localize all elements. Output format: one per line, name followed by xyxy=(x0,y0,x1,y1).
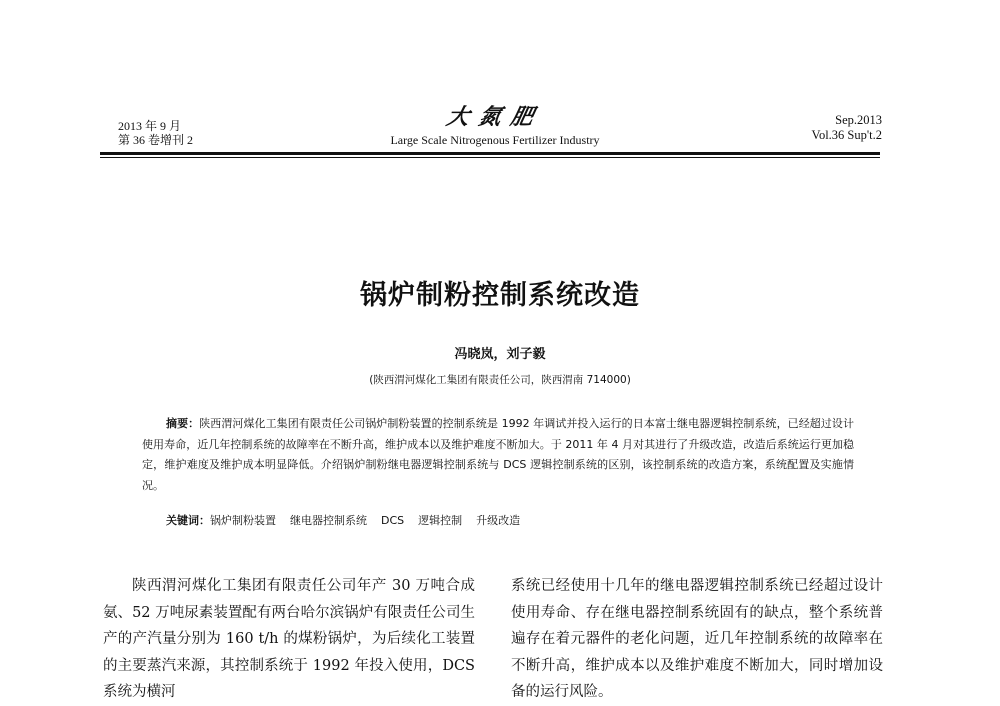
header-volume-en: Vol.36 Sup't.2 xyxy=(811,128,882,142)
keyword-item: DCS xyxy=(381,514,405,527)
abstract-text: 陕西渭河煤化工集团有限责任公司锅炉制粉装置的控制系统是 1992 年调试并投入运行的日本富士继电器逻辑控制系统，已经超过设计使用寿命，近几年控制系统的故障率在不断升高，维护成本以及维护难度不断加大。于 2011 年 4 月对其进行了升级改造，改造后系统运行更加稳定，维护难度及维护成本明显降低。介绍锅炉制粉继电器逻辑控制系统与 DCS 逻辑控制系统的区别，该控制系统的改造方案，系统配置及实施情况。 xyxy=(142,417,855,492)
keyword-item: 继电器控制系统 xyxy=(290,514,367,527)
body-column-right: 系统已经使用十几年的继电器逻辑控制系统已经超过设计使用寿命、存在继电器控制系统固有的缺点，整个系统普遍存在着元器件的老化问题，近几年控制系统的故障率在不断升高，维护成本以及维护难度不断加大，同时增加设备的运行风险。 xyxy=(511,578,883,701)
abstract-label: 摘要： xyxy=(166,417,200,430)
article-title: 锅炉制粉控制系统改造 xyxy=(360,280,640,311)
abstract xyxy=(142,414,854,496)
header-date-cn: 2013 年 9 月 xyxy=(118,119,182,133)
journal-logo: 大氮肥 xyxy=(444,104,546,130)
header-date-en: Sep.2013 xyxy=(835,113,882,127)
keyword-item: 逻辑控制 xyxy=(418,514,463,527)
header-issue-info-en xyxy=(812,113,882,143)
journal-name: Large Scale Nitrogenous Fertilizer Industry xyxy=(390,133,600,147)
header-rule-thick xyxy=(100,152,880,155)
article-authors: 冯晓岚，刘子毅 xyxy=(454,347,546,362)
keyword-item: 锅炉制粉装置 xyxy=(210,514,276,527)
keyword-item: 升级改造 xyxy=(476,514,521,527)
header-volume-cn: 第 36 卷增刊 2 xyxy=(118,133,194,147)
body-column-left: 陕西渭河煤化工集团有限责任公司年产 30 万吨合成氨、52 万吨尿素装置配有两台哈尔滨锅炉有限责任公司生产的产汽量分别为 160 t/h 的煤粉锅炉，为后续化工装置的主要蒸汽来源，其控制系统于 1992 年投入使用，DCS 系统为横河 xyxy=(103,578,475,701)
keywords-label: 关键词： xyxy=(166,514,210,527)
article-affiliation: (陕西渭河煤化工集团有限责任公司，陕西渭南 714000) xyxy=(369,374,631,386)
header-rule-thin xyxy=(100,157,880,158)
header-issue-info xyxy=(118,119,193,147)
keywords xyxy=(166,513,856,529)
header-journal xyxy=(360,104,630,147)
